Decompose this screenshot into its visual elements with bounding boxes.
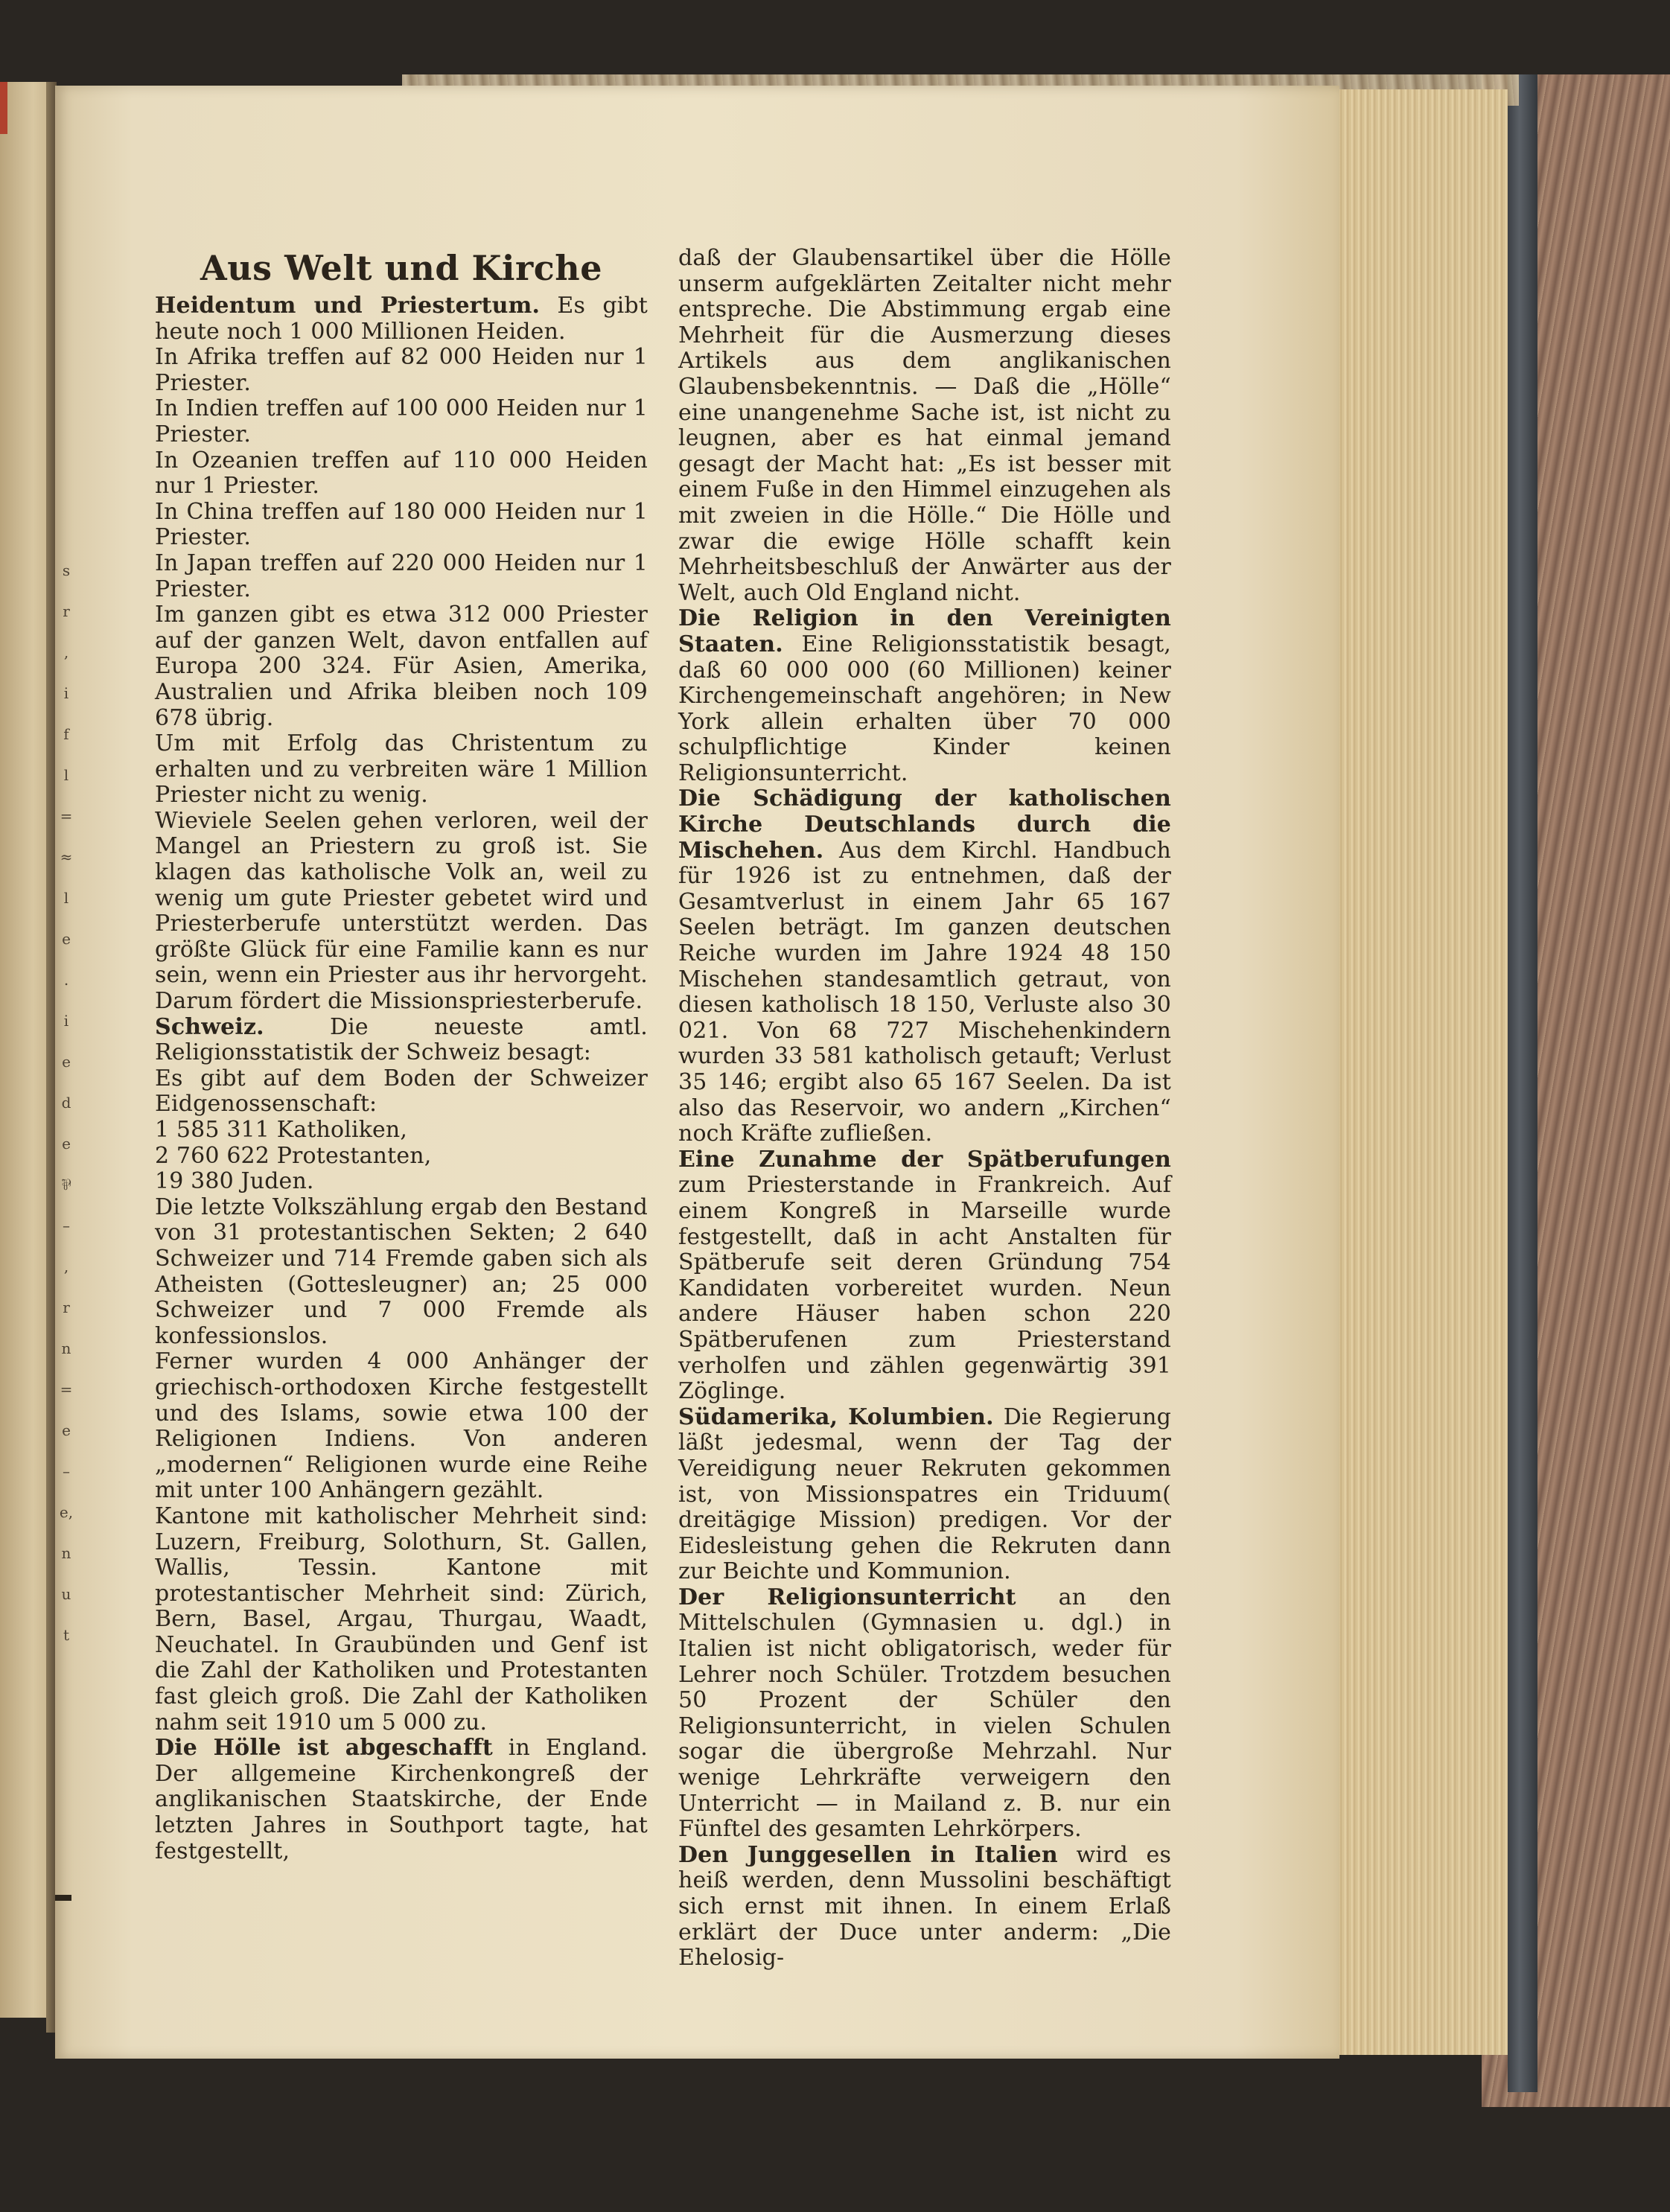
entry-lead: Der Religionsunterricht [678, 1584, 1016, 1610]
margin-mark: – [63, 1462, 70, 1480]
left-entry [155, 551, 648, 602]
margin-mark: = [60, 807, 73, 825]
left-page-red-edge [0, 82, 7, 134]
margin-mark: e [62, 1053, 71, 1071]
entry-text: 1 585 311 Katholiken, [155, 1117, 408, 1143]
left-entry [155, 1504, 648, 1736]
margin-mark: d [61, 1094, 71, 1112]
entry-lead: Die Schädigung der katholischen Kirche Deutschlands durch die Mischehen. [678, 785, 1171, 864]
entry-text: an den Mittelschulen (Gymnasien u. dgl.) in Italien ist nicht obligatorisch, weder für Lehrer noch Schüler. Trotzdem besuchen 50 Prozent der Schüler den Religionsunterricht, in vielen Schulen sogar die übergroße Mehrzahl. Nur wenige Lehrkräfte verweigern den Unterricht — in Mailand z. B. nur ein Fünftel des gesamten Lehrkörpers. [678, 1584, 1171, 1843]
right-entry [678, 1585, 1171, 1843]
right-entry [678, 606, 1171, 786]
entry-lead: Die Hölle ist abgeschafft [155, 1735, 493, 1762]
left-entry [155, 1195, 648, 1350]
left-entry [155, 500, 648, 551]
left-entry [155, 1349, 648, 1504]
margin-mark: , [63, 643, 69, 661]
margin-mark: e [62, 930, 71, 948]
entry-text: Ferner wurden 4 000 Anhänger der griechisch-orthodoxen Kirche festgestellt und des Islams, sowie etwa 100 der Religionen Indiens. Von anderen „modernen“ Religionen wurde eine Reihe mit unter 100 Anhängern gezählt. [155, 1348, 648, 1504]
entry-text: Kantone mit katholischer Mehrheit sind: Luzern, Freiburg, Solothurn, St. Gallen, Wallis, Tessin. Kantone mit protestantischer Mehrheit sind: Zürich, Bern, Basel, Argau, Thurgau, Waadt, Neuchatel. In Graubünden und Genf ist die Zahl der Katholiken und Protestanten fast gleich groß. Die Zahl der Katholiken nahm seit 1910 um 5 000 zu. [155, 1502, 648, 1736]
margin-mark: f [63, 725, 69, 743]
entry-lead: Schweiz. [155, 1013, 264, 1040]
left-entry [155, 809, 648, 1015]
left-entry [155, 293, 648, 345]
entry-text: 2 760 622 Protestanten, [155, 1142, 432, 1169]
left-entry [155, 1736, 648, 1864]
left-entry [155, 345, 648, 396]
entry-text: Um mit Erfolg das Christentum zu erhalten und zu verbreiten wäre 1 Million Priester nicht zu wenig. [155, 730, 648, 809]
margin-mark: n [61, 1339, 71, 1357]
entry-lead: Südamerika, Kolumbien. [678, 1403, 994, 1430]
entry-text: Die Regierung läßt jedesmal, wenn der Tag der Vereidigung neuer Rekruten gekommen ist, von Missionspatres ein Triduum( dreitägige Mission) predigen. Vor der Eidesleistung gehen die Rekruten dann zur Beichte und Kommunion. [678, 1403, 1171, 1585]
margin-mark: r [63, 1298, 70, 1316]
left-entry [155, 1066, 648, 1118]
left-entry [155, 448, 648, 500]
entry-lead: Die Religion in den Vereinigten Staaten. [678, 605, 1171, 657]
page-heading: Aus Welt und Kirche [200, 248, 602, 288]
margin-mark: l [63, 889, 69, 907]
margin-mark: ≈ [60, 848, 73, 866]
entry-lead: Den Junggesellen in Italien [678, 1841, 1058, 1868]
margin-mark: r [63, 602, 70, 620]
margin-mark: t [63, 1626, 70, 1644]
entry-text: 19 380 Juden. [155, 1168, 314, 1195]
margin-mark: e [62, 1421, 71, 1439]
entry-text: Eine Religionsstatistik besagt, daß 60 000 000 (60 Millionen) keiner Kirchengemeinschaft angehören; in New York allein erhalten über 70 000 schulpflichtige Kinder keinen Religionsunterricht. [678, 631, 1171, 786]
book-cover-edge [1508, 74, 1537, 2092]
left-entry [155, 1169, 648, 1195]
entry-text: Die neueste amtl. Religionsstatistik der Schweiz besagt: [155, 1013, 648, 1066]
entry-lead: Eine Zunahme der Spätberufungen [678, 1146, 1171, 1173]
margin-mark: n [61, 1544, 71, 1562]
left-entry [155, 1015, 648, 1066]
right-entry [678, 246, 1171, 606]
margin-mark: i [63, 684, 69, 702]
left-entries [155, 293, 648, 1864]
left-entry [155, 396, 648, 447]
entry-text: Es gibt auf dem Boden der Schweizer Eidgenossenschaft: [155, 1065, 648, 1118]
entry-text: zum Priesterstande in Frankreich. Auf einem Kongreß in Marseille wurde festgestellt, daß in acht Anstalten für Spätberufe seit deren Gründung 754 Kandidaten vorbereitet wurden. Neun andere Häuser haben schon 220 Spätberufenen zum Priesterstand verholfen und zählen gegenwärtig 391 Zöglinge. [678, 1172, 1171, 1405]
entry-text: Wieviele Seelen gehen verloren, weil der Mangel an Priestern zu groß ist. Sie klagen das katholische Volk an, weil zu wenig um gute Priester gebetet wird und Priesterberufe unterstützt werden. Das größte Glück für eine Familie kann es nur sein, wenn ein Priester aus ihr hervorgeht. Darum fördert die Missionspriesterberufe. [155, 807, 648, 1015]
left-entry [155, 602, 648, 731]
left-entry [155, 1144, 648, 1170]
entry-text: In Indien treffen auf 100 000 Heiden nur 1 Priester. [155, 395, 648, 447]
left-entry [155, 731, 648, 809]
margin-mark: l [63, 766, 69, 784]
margin-mark: = [60, 1380, 73, 1398]
left-entry [155, 1118, 648, 1144]
margin-mark: e, [59, 1503, 74, 1521]
entry-text: In Ozeanien treffen auf 110 000 Heiden nur 1 Priester. [155, 447, 648, 500]
margin-mark: u [61, 1585, 71, 1603]
right-entries [678, 246, 1171, 1972]
entry-text: daß der Glaubensartikel über die Hölle unserm aufgeklärten Zeitalter nicht mehr entspreche. Die Abstimmung ergab eine Mehrheit für die Ausmerzung dieses Artikels aus dem anglikanischen Glaubensbekenntnis. — Daß die „Hölle“ eine unangenehme Sache ist, ist nicht zu leugnen, aber es hat einmal jemand gesagt der Macht hat: „Es ist besser mit einem Fuße in den Himmel einzugehen als mit zweien in die Hölle.“ Die Hölle und zwar die ewige Hölle schafft kein Mehrheitsbeschluß der Anwärter aus der Welt, auch Old England nicht. [678, 245, 1171, 606]
entry-text: Im ganzen gibt es etwa 312 000 Priester auf der ganzen Welt, davon entfallen auf Europa 200 324. Für Asien, Amerika, Australien und Afrika bleiben noch 109 678 übrig. [155, 602, 648, 731]
entry-text: In Afrika treffen auf 82 000 Heiden nur 1 Priester. [155, 344, 648, 396]
entry-text: Die letzte Volkszählung ergab den Bestand von 31 protestantischen Sekten; 2 640 Schweizer und 714 Fremde gaben sich als Atheisten (Gottesleugner) an; 25 000 Schweizer und 7 000 Fremde als konfessionslos. [155, 1193, 648, 1349]
entry-text: wird es heiß werden, denn Mussolini beschäftigt sich ernst mit ihnen. In einem Erlaß erklärt der Duce unter anderm: „Die Ehelosig- [678, 1841, 1171, 1972]
margin-mark: s [62, 561, 71, 579]
left-text-column [155, 246, 648, 1864]
right-text-column [678, 246, 1171, 1972]
gutter-rule-mark [55, 1895, 71, 1901]
margin-mark: i [63, 1012, 69, 1030]
margin-mark: – [63, 1217, 70, 1234]
entry-lead: Heidentum und Priestertum. [155, 293, 541, 319]
right-entry [678, 1147, 1171, 1405]
margin-mark: ⅌ [61, 1176, 71, 1193]
left-page-margin-marks [57, 562, 76, 1643]
entry-text: In Japan treffen auf 220 000 Heiden nur 1 Priester. [155, 549, 648, 602]
margin-mark: e [62, 1135, 71, 1153]
right-entry [678, 786, 1171, 1147]
margin-mark: . [63, 971, 69, 989]
entry-text: Aus dem Kirchl. Handbuch für 1926 ist zu entnehmen, daß der Gesamtverlust in einem Jahr 65 167 Seelen beträgt. Im ganzen deutschen Reiche wurden im Jahre 1924 48 150 Mischehen standesamtlich getraut, von diesen katholisch 18 150, Verluste also 30 021. Von 68 727 Mischehenkindern wurden 33 581 katholisch getauft; Verlust 35 146; ergibt also 65 167 Seelen. Da ist also das Reservoir, wo andern „Kirchen“ noch Kräfte zufließen. [678, 837, 1171, 1147]
entry-text: Es gibt heute noch 1 000 Millionen Heiden. [155, 293, 648, 345]
margin-mark: , [63, 1258, 69, 1275]
page-edges [1336, 89, 1508, 2055]
right-entry [678, 1405, 1171, 1585]
entry-text: In China treffen auf 180 000 Heiden nur 1 Priester. [155, 498, 648, 551]
entry-text: in England. Der allgemeine Kirchenkongreß der anglikanischen Staatskirche, der Ende letzten Jahres in Southport tagte, hat festgestellt, [155, 1735, 648, 1864]
right-entry [678, 1843, 1171, 1972]
